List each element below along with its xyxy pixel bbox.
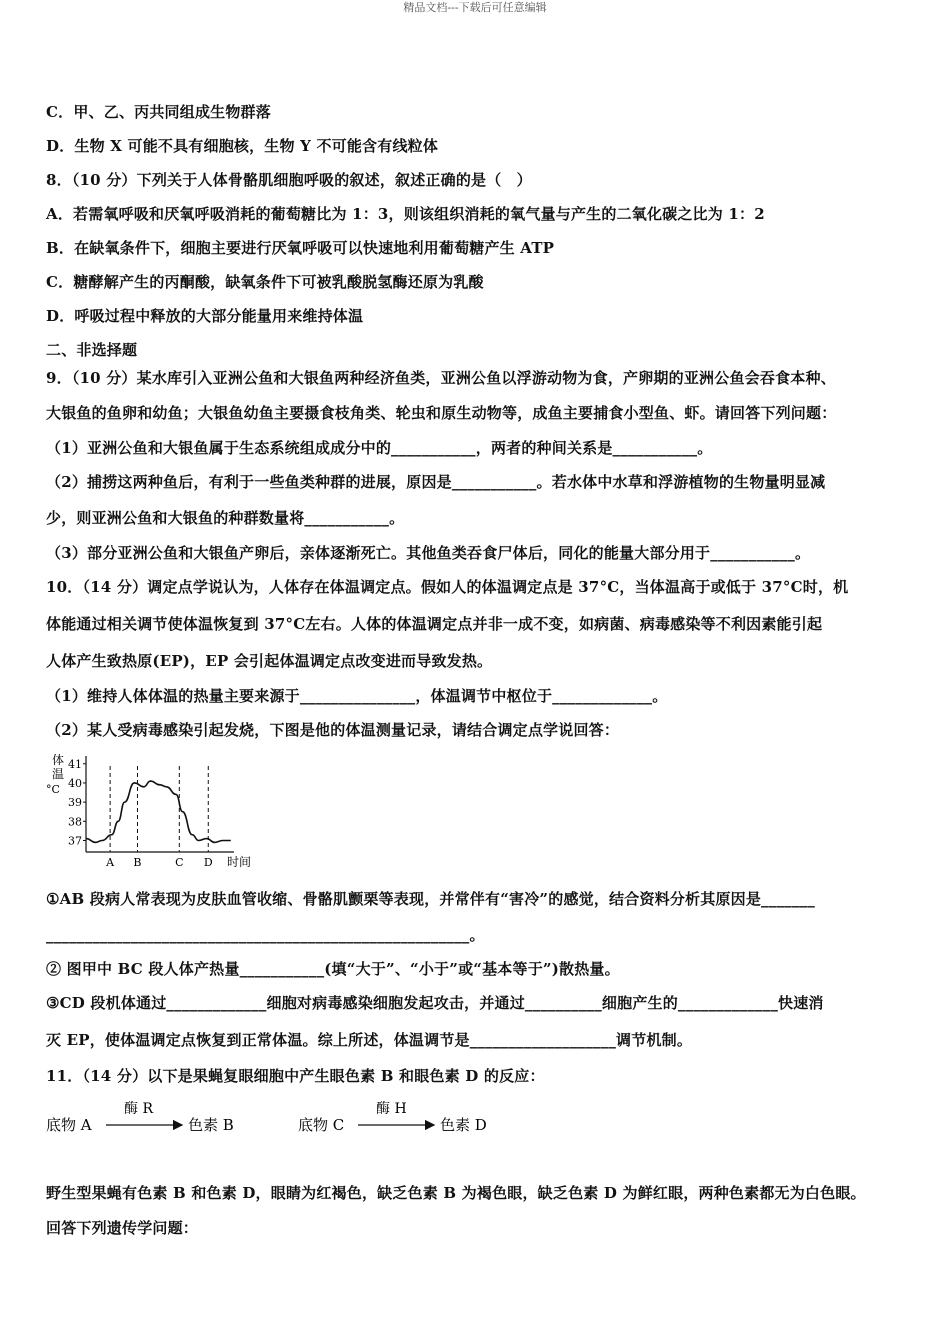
- question-11-line2: 野生型果蝇有色素 B 和色素 D，眼睛为红褐色，缺乏色素 B 为褐色眼，缺乏色素 D 为鲜红眼，两种色素都无为白色眼。: [46, 1184, 866, 1202]
- x-marker-D: D: [203, 856, 213, 869]
- option-b-q8: B．在缺氧条件下，细胞主要进行厌氧呼吸可以快速地利用葡萄糖产生 ATP: [46, 239, 555, 257]
- q9-sub2-line2: 少，则亚洲公鱼和大银鱼的种群数量将___________。: [46, 509, 405, 527]
- y-label-ti: 体: [52, 753, 65, 767]
- option-d-q7: D．生物 X 可能不具有细胞核，生物 Y 不可能含有线粒体: [46, 137, 439, 155]
- q10-sub1: （1）维持人体体温的热量主要来源于_______________，体温调节中枢位于_____________。: [46, 687, 668, 705]
- question-11-line3: 回答下列遗传学问题：: [46, 1219, 199, 1237]
- temperature-chart: [44, 752, 264, 872]
- y-label-unit: °C: [46, 783, 60, 796]
- question-11: 11．（14 分）以下是果蝇复眼细胞中产生眼色素 B 和眼色素 D 的反应：: [46, 1067, 545, 1085]
- y-tick-label-39: 39: [68, 796, 82, 810]
- q9-sub3: （3）部分亚洲公鱼和大银鱼产卵后，亲体逐渐死亡。其他鱼类吞食尸体后，同化的能量大部分用于___________。: [46, 544, 811, 562]
- option-c-q8: C．糖酵解产生的丙酮酸，缺氧条件下可被乳酸脱氢酶还原为乳酸: [46, 273, 484, 291]
- y-tick-label-41: 41: [68, 757, 82, 771]
- question-9-line1: 9．（10 分）某水库引入亚洲公鱼和大银鱼两种经济鱼类，亚洲公鱼以浮游动物为食，产卵期的亚洲公鱼会吞食本种、: [46, 369, 836, 387]
- page-header: 精品文档---下载后可任意编辑: [403, 1, 547, 14]
- enzyme-r: 酶 R: [124, 1101, 153, 1117]
- pigment-d: 色素 D: [440, 1116, 487, 1134]
- q10-sub2-part3-line1: ③CD 段机体通过_____________细胞对病毒感染细胞发起攻击，并通过__________细胞产生的_____________快速消: [46, 994, 824, 1012]
- x-marker-B: B: [133, 856, 142, 869]
- q10-sub2-part2: ② 图甲中 BC 段人体产热量___________(填“大于”、“小于”或“基本等于”)散热量。: [46, 960, 620, 978]
- option-a-q8: A．若需氧呼吸和厌氧呼吸消耗的葡萄糖比为 1：3，则该组织消耗的氧气量与产生的二氧化碳之比为 1：2: [46, 205, 765, 223]
- question-9-line2: 大银鱼的鱼卵和幼鱼；大银鱼幼鱼主要摄食枝角类、轮虫和原生动物等，成鱼主要捕食小型鱼、虾。请回答下列问题：: [46, 404, 837, 422]
- option-d-q8: D．呼吸过程中释放的大部分能量用来维持体温: [46, 307, 364, 325]
- temperature-curve: [86, 781, 231, 842]
- section-heading: 二、非选择题: [46, 341, 138, 359]
- option-c-q7: C．甲、乙、丙共同组成生物群落: [46, 103, 271, 121]
- question-10-line1: 10．（14 分）调定点学说认为，人体存在体温调定点。假如人的体温调定点是 37°C，当体温高于或低于 37°C时，机: [46, 578, 849, 596]
- y-tick-label-38: 38: [68, 815, 82, 829]
- pigment-b: 色素 B: [188, 1116, 234, 1134]
- question-10-line2: 体能通过相关调节使体温恢复到 37°C左右。人体的体温调定点并非一成不变，如病菌、病毒感染等不利因素能引起: [46, 615, 823, 633]
- reaction-diagram: [44, 1096, 524, 1146]
- x-axis-label: 时间: [227, 855, 252, 869]
- q9-sub2-line1: （2）捕捞这两种鱼后，有利于一些鱼类种群的进展，原因是___________。若水体中水草和浮游植物的生物量明显减: [46, 473, 826, 491]
- enzyme-h: 酶 H: [376, 1101, 407, 1117]
- q10-sub2-part1-line1: ①AB 段病人常表现为皮肤血管收缩、骨骼肌颤栗等表现，并常伴有“害冷”的感觉，结合资料分析其原因是_______: [46, 890, 815, 908]
- question-10-line3: 人体产生致热原(EP)，EP 会引起体温调定点改变进而导致发热。: [46, 652, 493, 670]
- y-tick-label-40: 40: [68, 776, 82, 790]
- q9-sub1: （1）亚洲公鱼和大银鱼属于生态系统组成成分中的___________，两者的种间关系是___________。: [46, 439, 713, 457]
- q10-sub2: （2）某人受病毒感染引起发烧，下图是他的体温测量记录，请结合调定点学说回答：: [46, 721, 620, 739]
- y-label-wen: 温: [52, 767, 65, 781]
- reaction-2: [298, 1101, 487, 1134]
- y-tick-label-37: 37: [68, 834, 82, 848]
- substrate-c: 底物 C: [298, 1116, 345, 1134]
- reaction-1: [46, 1101, 234, 1134]
- substrate-a: 底物 A: [46, 1116, 92, 1134]
- q10-sub2-part1-line2: _______________________________________________________。: [46, 926, 485, 944]
- question-8: 8．（10 分）下列关于人体骨骼肌细胞呼吸的叙述，叙述正确的是（ ）: [46, 171, 532, 189]
- q10-sub2-part3-line2: 灭 EP，使体温调定点恢复到正常体温。综上所述，体温调节是___________________调节机制。: [46, 1031, 693, 1049]
- x-marker-A: A: [106, 856, 115, 869]
- x-marker-C: C: [175, 856, 184, 869]
